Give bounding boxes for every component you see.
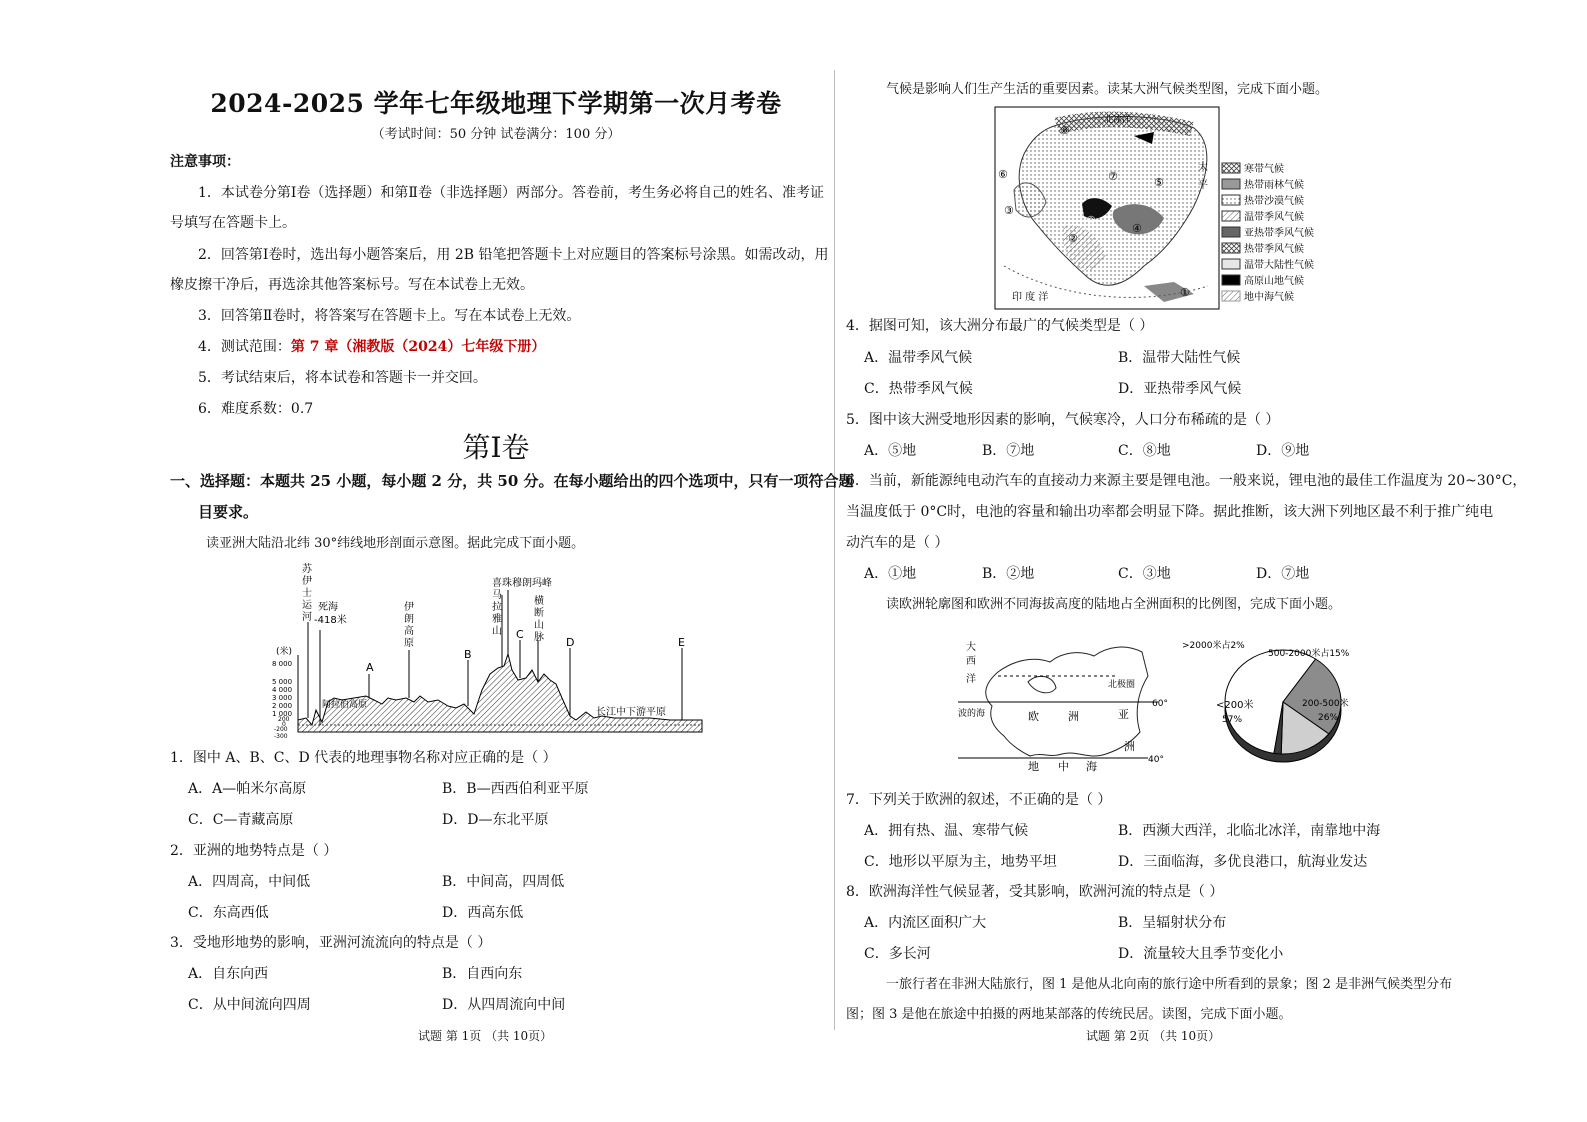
europe-outline-map: [958, 632, 1168, 774]
axis-unit: (米): [276, 647, 293, 657]
label-D: D: [566, 636, 575, 649]
svg-text:河: 河: [302, 612, 312, 623]
svg-text:⑧: ⑧: [1060, 124, 1070, 137]
notice-4: [198, 337, 545, 357]
notice-4-prefix: 4．测试范围：: [198, 339, 291, 355]
svg-text:洋: 洋: [966, 674, 976, 685]
legend-swatch-mediterranean: [1222, 291, 1240, 301]
section-heading-2: 目要求。: [198, 503, 259, 521]
q4-option-b[interactable]: B．温带大陆性气候: [1118, 350, 1241, 366]
svg-text:寒带气候: 寒带气候: [1244, 164, 1284, 175]
page-footer-2: 试题 第 2页 （共 10页）: [1086, 1029, 1221, 1043]
iran-label: [404, 600, 414, 649]
intro-europe: 读欧洲轮廓图和欧洲不同海拔高度的陆地占全洲面积的比例图，完成下面小题。: [886, 597, 1342, 612]
q8-option-d[interactable]: D．流量较大且季节变化小: [1118, 946, 1284, 962]
q2-option-d[interactable]: D．西高东低: [442, 905, 524, 921]
tick-4000: 4 000: [272, 686, 293, 694]
tick-3000: 3 000: [272, 694, 293, 702]
legend-swatch-temperate-monsoon: [1222, 211, 1240, 221]
deadsea-depth: -418米: [314, 615, 347, 626]
legend-swatch-rainforest: [1222, 179, 1240, 189]
tick-0: 0: [282, 721, 286, 728]
right-page: [846, 0, 1527, 1122]
q5-option-c[interactable]: C．⑧地: [1118, 443, 1171, 459]
q5-option-d[interactable]: D．⑨地: [1256, 443, 1310, 459]
svg-text:地: 地: [1028, 760, 1039, 773]
svg-text:山: 山: [492, 626, 502, 637]
himalaya-label: [492, 589, 502, 637]
indian-ocean-label: 印 度 洋: [1012, 292, 1049, 303]
pacific-label-1: 太: [1198, 162, 1208, 173]
arab-label: 阿拉伯高原: [322, 700, 368, 710]
q1-option-b[interactable]: B．B—西西伯利亚平原: [442, 781, 589, 797]
terrain-profile-figure: [270, 560, 710, 740]
pie-label-over-2000: >2000米占2%: [1182, 641, 1245, 651]
hengduan-label: [534, 594, 544, 643]
zhou2-label: 洲: [1124, 740, 1135, 753]
left-page: [170, 0, 854, 1122]
pie-label-under-200: <200米: [1216, 700, 1254, 711]
svg-text:雅: 雅: [492, 614, 502, 625]
baltic-label: 波的海: [958, 709, 986, 719]
atlantic-label: [966, 640, 976, 685]
asia-climate-map: [994, 106, 1334, 312]
tick-1000: 1 000: [272, 710, 293, 718]
q8-option-b[interactable]: B．呈辐射状分布: [1118, 915, 1227, 931]
suez-label: [302, 562, 313, 623]
svg-text:山: 山: [534, 620, 544, 631]
question-4: 4．据图可知，该大洲分布最广的气候类型是（ ）: [846, 318, 1154, 334]
svg-text:③: ③: [1004, 204, 1014, 217]
pie-label-under-200-pct: 57%: [1222, 715, 1243, 725]
tick-8000: 8 000: [272, 660, 293, 668]
pie-label-200-500-pct: 26%: [1318, 713, 1339, 723]
svg-text:大: 大: [966, 642, 976, 653]
notice-heading: 注意事项：: [170, 154, 240, 170]
intro-profile: 读亚洲大陆沿北纬 30°纬线地形剖面示意图。据此完成下面小题。: [206, 536, 585, 551]
pacific-label-2: 平: [1198, 180, 1208, 191]
question-3: 3．受地形地势的影响，亚洲河流流向的特点是（ ）: [170, 935, 492, 951]
svg-text:亚热带季风气候: 亚热带季风气候: [1244, 228, 1314, 239]
svg-text:士: 士: [302, 588, 312, 599]
question-2: 2．亚洲的地势特点是（ ）: [170, 843, 338, 859]
q5-option-b[interactable]: B．⑦地: [982, 443, 1035, 459]
arctic-label: 北冰洋: [1104, 115, 1132, 125]
arctic-circle-label: 北极圈: [1108, 680, 1136, 690]
intro-africa-2: 图；图 3 是他在旅途中拍摄的两地某部落的传统民居。读图，完成下面小题。: [846, 1007, 1292, 1022]
q1-option-a[interactable]: A．A—帕米尔高原: [188, 781, 307, 797]
q5-option-a[interactable]: A．⑤地: [864, 443, 917, 459]
q4-option-c[interactable]: C．热带季风气候: [864, 381, 973, 397]
svg-text:⑦: ⑦: [1108, 170, 1118, 183]
q6-option-b[interactable]: B．②地: [982, 566, 1035, 582]
q3-option-b[interactable]: B．自西向东: [442, 966, 523, 982]
q8-option-a[interactable]: A．内流区面积广大: [864, 915, 987, 931]
svg-text:高原山地气候: 高原山地气候: [1244, 276, 1304, 287]
q2-option-c[interactable]: C．东高西低: [188, 905, 269, 921]
notice-2b: 橡皮擦干净后，再选涂其他答案标号。写在本试卷上无效。: [170, 277, 534, 293]
test-range: 第 7 章（湘教版（2024）七年级下册）: [290, 339, 546, 355]
q2-option-b[interactable]: B．中间高，四周低: [442, 874, 565, 890]
tick-2000: 2 000: [272, 702, 293, 710]
notice-1b: 号填写在答题卡上。: [170, 215, 296, 231]
question-5: 5．图中该大洲受地形因素的影响，气候寒冷，人口分布稀疏的是（ ）: [846, 412, 1280, 428]
question-6-line-1: 6．当前，新能源纯电动汽车的直接动力来源主要是锂电池。一般来说，锂电池的最佳工作温度为 20~30°C，: [846, 473, 1527, 489]
tick-minus300: -300: [274, 733, 288, 740]
svg-text:横: 横: [534, 596, 544, 607]
baltic-sea-shape: [1028, 676, 1056, 692]
tick-200: 200: [278, 716, 290, 723]
terrain-silhouette: [298, 654, 702, 732]
q3-option-d[interactable]: D．从四周流向中间: [442, 997, 566, 1013]
q1-option-d[interactable]: D．D—东北平原: [442, 812, 549, 828]
svg-text:中: 中: [1058, 760, 1069, 773]
exam-title: 2024-2025 学年七年级地理下学期第一次月考卷: [210, 89, 782, 118]
legend-swatch-subtropical: [1222, 227, 1240, 237]
notice-3: 3．回答第Ⅱ卷时，将答案写在答题卡上。写在本试卷上无效。: [198, 308, 581, 324]
q4-option-a[interactable]: A．温带季风气候: [864, 350, 973, 366]
page-footer-1: 试题 第 1页 （共 10页）: [418, 1029, 553, 1043]
exam-subtitle: （考试时间：50 分钟 试卷满分：100 分）: [371, 127, 621, 142]
svg-text:热带季风气候: 热带季风气候: [1244, 244, 1304, 255]
climate-legend: [1222, 162, 1314, 303]
changjiang-label: 长江中下游平原: [596, 707, 666, 718]
ya-label: 亚: [1118, 708, 1129, 721]
legend-swatch-desert: [1222, 195, 1240, 205]
label-A: A: [366, 661, 374, 674]
svg-text:脉: 脉: [534, 632, 544, 643]
label-E: E: [678, 636, 685, 649]
legend-swatch-cold: [1222, 163, 1240, 173]
elevation-pie-chart: [1178, 634, 1378, 766]
svg-text:热带沙漠气候: 热带沙漠气候: [1244, 196, 1304, 207]
svg-text:断: 断: [534, 608, 544, 619]
svg-text:高: 高: [404, 626, 414, 637]
svg-text:原: 原: [404, 638, 414, 649]
svg-text:地中海气候: 地中海气候: [1244, 292, 1294, 303]
q3-option-a[interactable]: A．自东向西: [188, 966, 269, 982]
legend-swatch-continental: [1222, 259, 1240, 269]
q1-option-c[interactable]: C．C—青藏高原: [188, 812, 294, 828]
q8-option-c[interactable]: C．多长河: [864, 946, 931, 962]
question-8: 8．欧洲海洋性气候显著，受其影响，欧洲河流的特点是（ ）: [846, 884, 1224, 900]
mediterranean-label: [1028, 759, 1097, 773]
svg-text:苏: 苏: [302, 564, 312, 575]
tick-minus200: -200: [274, 726, 288, 733]
pie-label-200-500: 200-500米: [1302, 699, 1349, 709]
q2-option-a[interactable]: A．四周高，中间低: [188, 874, 311, 890]
tick-5000: 5 000: [272, 678, 293, 686]
q6-option-a[interactable]: A．①地: [864, 566, 917, 582]
label-B: B: [464, 648, 472, 661]
legend-swatch-tropical-monsoon: [1222, 243, 1240, 253]
question-6-line-3: 动汽车的是（ ）: [846, 535, 949, 551]
deadsea-label: 死海: [318, 602, 338, 613]
svg-text:西: 西: [966, 656, 976, 667]
pie-label-500-2000: 500-2000米占15%: [1268, 649, 1350, 659]
q6-option-d[interactable]: D．⑦地: [1256, 566, 1310, 582]
svg-text:②: ②: [1068, 232, 1078, 245]
svg-text:拉: 拉: [492, 602, 502, 613]
svg-text:⑨: ⑨: [1086, 214, 1096, 227]
notice-6: 6．难度系数：0.7: [198, 401, 314, 417]
q6-option-c[interactable]: C．③地: [1118, 566, 1171, 582]
legend-swatch-highland: [1222, 275, 1240, 285]
label-C: C: [516, 628, 524, 641]
notice-5: 5．考试结束后，将本试卷和答题卡一并交回。: [198, 370, 487, 386]
svg-text:⑥: ⑥: [998, 168, 1008, 181]
svg-text:温带大陆性气候: 温带大陆性气候: [1244, 260, 1314, 271]
q7-option-a[interactable]: A．拥有热、温、寒带气候: [864, 823, 1029, 839]
q7-option-b[interactable]: B．西濒大西洋，北临北冰洋，南靠地中海: [1118, 823, 1381, 839]
intro-climate: 气候是影响人们生产生活的重要因素。读某大洲气候类型图，完成下面小题。: [886, 82, 1329, 97]
svg-text:伊: 伊: [404, 602, 414, 613]
svg-text:①: ①: [1180, 286, 1190, 299]
lat60-label: 60°: [1152, 699, 1168, 709]
question-7: 7．下列关于欧洲的叙述，不正确的是（ ）: [846, 792, 1112, 808]
q7-option-c[interactable]: C．地形以平原为主，地势平坦: [864, 854, 1057, 870]
svg-text:运: 运: [302, 600, 312, 611]
svg-text:④: ④: [1132, 222, 1142, 235]
everest-label: 喜珠穆朗玛峰: [492, 578, 552, 589]
q4-option-d[interactable]: D．亚热带季风气候: [1118, 381, 1242, 397]
svg-text:伊: 伊: [302, 576, 312, 587]
ou-label: 欧: [1028, 710, 1039, 723]
svg-text:温带季风气候: 温带季风气候: [1244, 212, 1304, 223]
q3-option-c[interactable]: C．从中间流向四周: [188, 997, 311, 1013]
svg-text:⑤: ⑤: [1154, 176, 1164, 189]
svg-text:热带雨林气候: 热带雨林气候: [1244, 180, 1304, 191]
q7-option-d[interactable]: D．三面临海，多优良港口，航海业发达: [1118, 854, 1368, 870]
lat40-label: 40°: [1148, 755, 1164, 765]
intro-africa-1: 一旅行者在非洲大陆旅行，图 1 是他从北向南的旅行途中所看到的景象；图 2 是非洲气候类型分布: [886, 977, 1453, 992]
zhou-label: 洲: [1068, 710, 1079, 723]
svg-text:马: 马: [492, 590, 502, 601]
question-6-line-2: 当温度低于 0°C时，电池的容量和输出功率都会明显下降。据此推断，该大洲下列地区最不利于推广纯电: [846, 504, 1494, 520]
notice-1a: 1．本试卷分第Ⅰ卷（选择题）和第Ⅱ卷（非选择题）两部分。答卷前，考生务必将自己的姓名、准考证: [198, 185, 824, 201]
section-heading-1: 一、选择题：本题共 25 小题，每小题 2 分，共 50 分。在每小题给出的四个选项中，只有一项符合题: [170, 472, 854, 490]
svg-text:朗: 朗: [404, 614, 414, 625]
notice-2a: 2．回答第Ⅰ卷时，选出每小题答案后，用 2B 铅笔把答题卡上对应题目的答案标号涂黑。如需改动，用: [198, 247, 829, 263]
svg-text:海: 海: [1086, 760, 1097, 773]
volume-heading: 第Ⅰ卷: [462, 431, 530, 464]
page-divider: [834, 70, 835, 1030]
question-1: 1．图中 A、B、C、D 代表的地理事物名称对应正确的是（ ）: [170, 750, 557, 766]
